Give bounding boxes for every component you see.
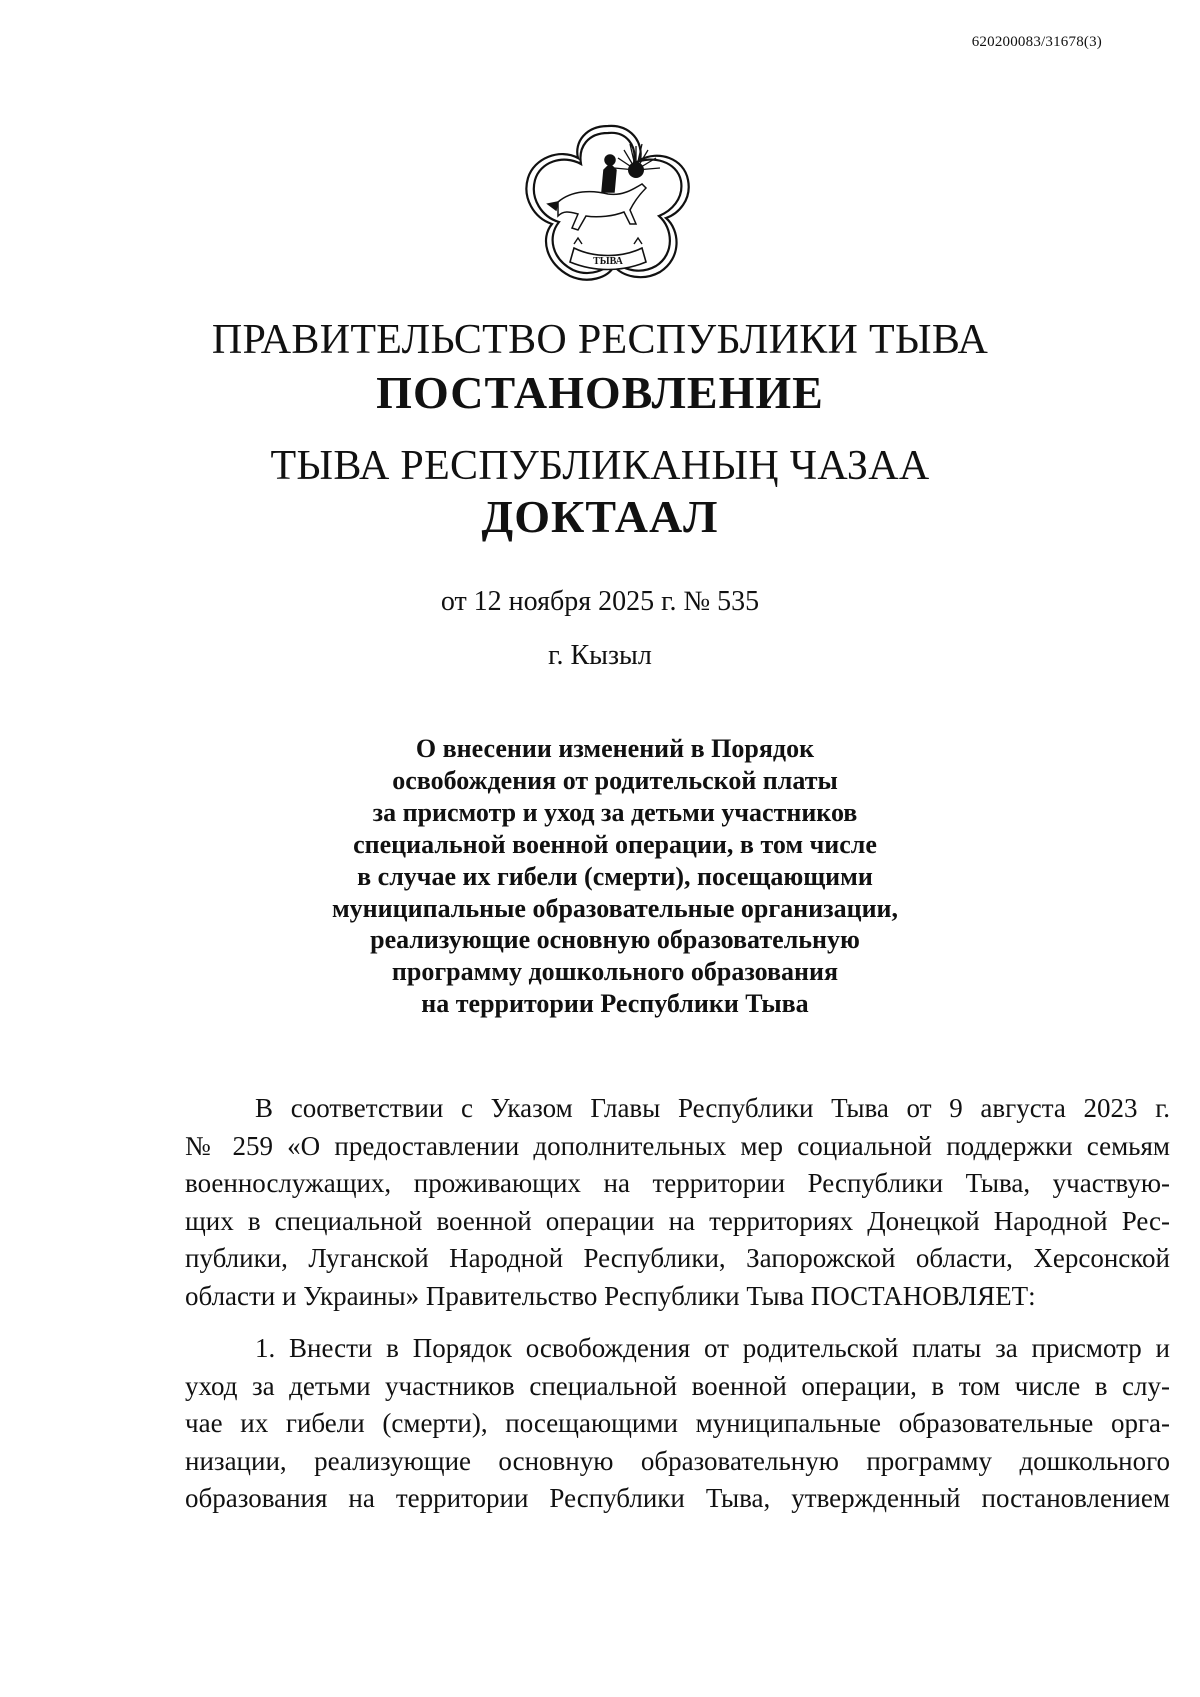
paragraph-line: военнослужащих, проживающих на территории Республики Тыва, участвую- — [185, 1168, 1170, 1199]
coat-of-arms-icon — [518, 120, 698, 285]
paragraph-line: 1. Внести в Порядок освобождения от родительской платы за присмотр и — [255, 1333, 1170, 1363]
paragraph-line: уход за детьми участников специальной военной операции, в том числе в слу- — [185, 1370, 1170, 1401]
document-title — [330, 733, 900, 1020]
title-line: программу дошкольного образования — [391, 957, 839, 987]
title-line: реализующие основную образовательную — [370, 925, 860, 955]
paragraph-line: чае их гибели (смерти), посещающими муниципальные образовательные орга- — [185, 1408, 1170, 1439]
title-line: на территории Республики Тыва — [421, 989, 809, 1019]
document-date-and-number: от 12 ноября 2025 г. № 535 — [440, 586, 760, 617]
title-line: за присмотр и уход за детьми участников — [372, 797, 858, 827]
document-kind-russian: ПОСТАНОВЛЕНИЕ — [376, 367, 824, 418]
preamble-paragraph — [185, 1090, 1170, 1316]
emblem-ribbon-text: ТЫВА — [593, 256, 623, 267]
government-name-tuvan: ТЫВА РЕСПУБЛИКАНЫҢ ЧАЗАА — [270, 443, 930, 489]
government-name-russian: ПРАВИТЕЛЬСТВО РЕСПУБЛИКИ ТЫВА — [211, 317, 989, 363]
paragraph-line: № 259 «О предоставлении дополнительных мер социальной поддержки семьям — [185, 1130, 1170, 1161]
clause-1-paragraph — [185, 1330, 1170, 1518]
document-city: г. Кызыл — [548, 640, 652, 671]
title-line: в случае их гибели (смерти), посещающими — [357, 861, 873, 891]
document-kind-tuvan: ДОКТААЛ — [481, 491, 719, 542]
title-line: специальной военной операции, в том числе — [353, 829, 877, 859]
paragraph-line: образования на территории Республики Тыва, утвержденный постановлением — [185, 1483, 1170, 1514]
paragraph-line: В соответствии с Указом Главы Республики Тыва от 9 августа 2023 г. — [255, 1093, 1170, 1123]
document-registration-number: 620200083/31678(3) — [971, 34, 1102, 50]
title-line: О внесении изменений в Порядок — [415, 734, 815, 763]
title-line: муниципальные образовательные организации, — [331, 893, 899, 923]
paragraph-line: области и Украины» Правительство Республики Тыва ПОСТАНОВЛЯЕТ: — [185, 1280, 1036, 1311]
title-line: освобождения от родительской платы — [392, 765, 838, 795]
paragraph-line: низации, реализующие основную образовательную программу дошкольного — [185, 1445, 1170, 1476]
paragraph-line: публики, Луганской Народной Республики, Запорожской области, Херсонской — [185, 1243, 1170, 1274]
paragraph-line: щих в специальной военной операции на территориях Донецкой Народной Рес- — [185, 1205, 1170, 1236]
